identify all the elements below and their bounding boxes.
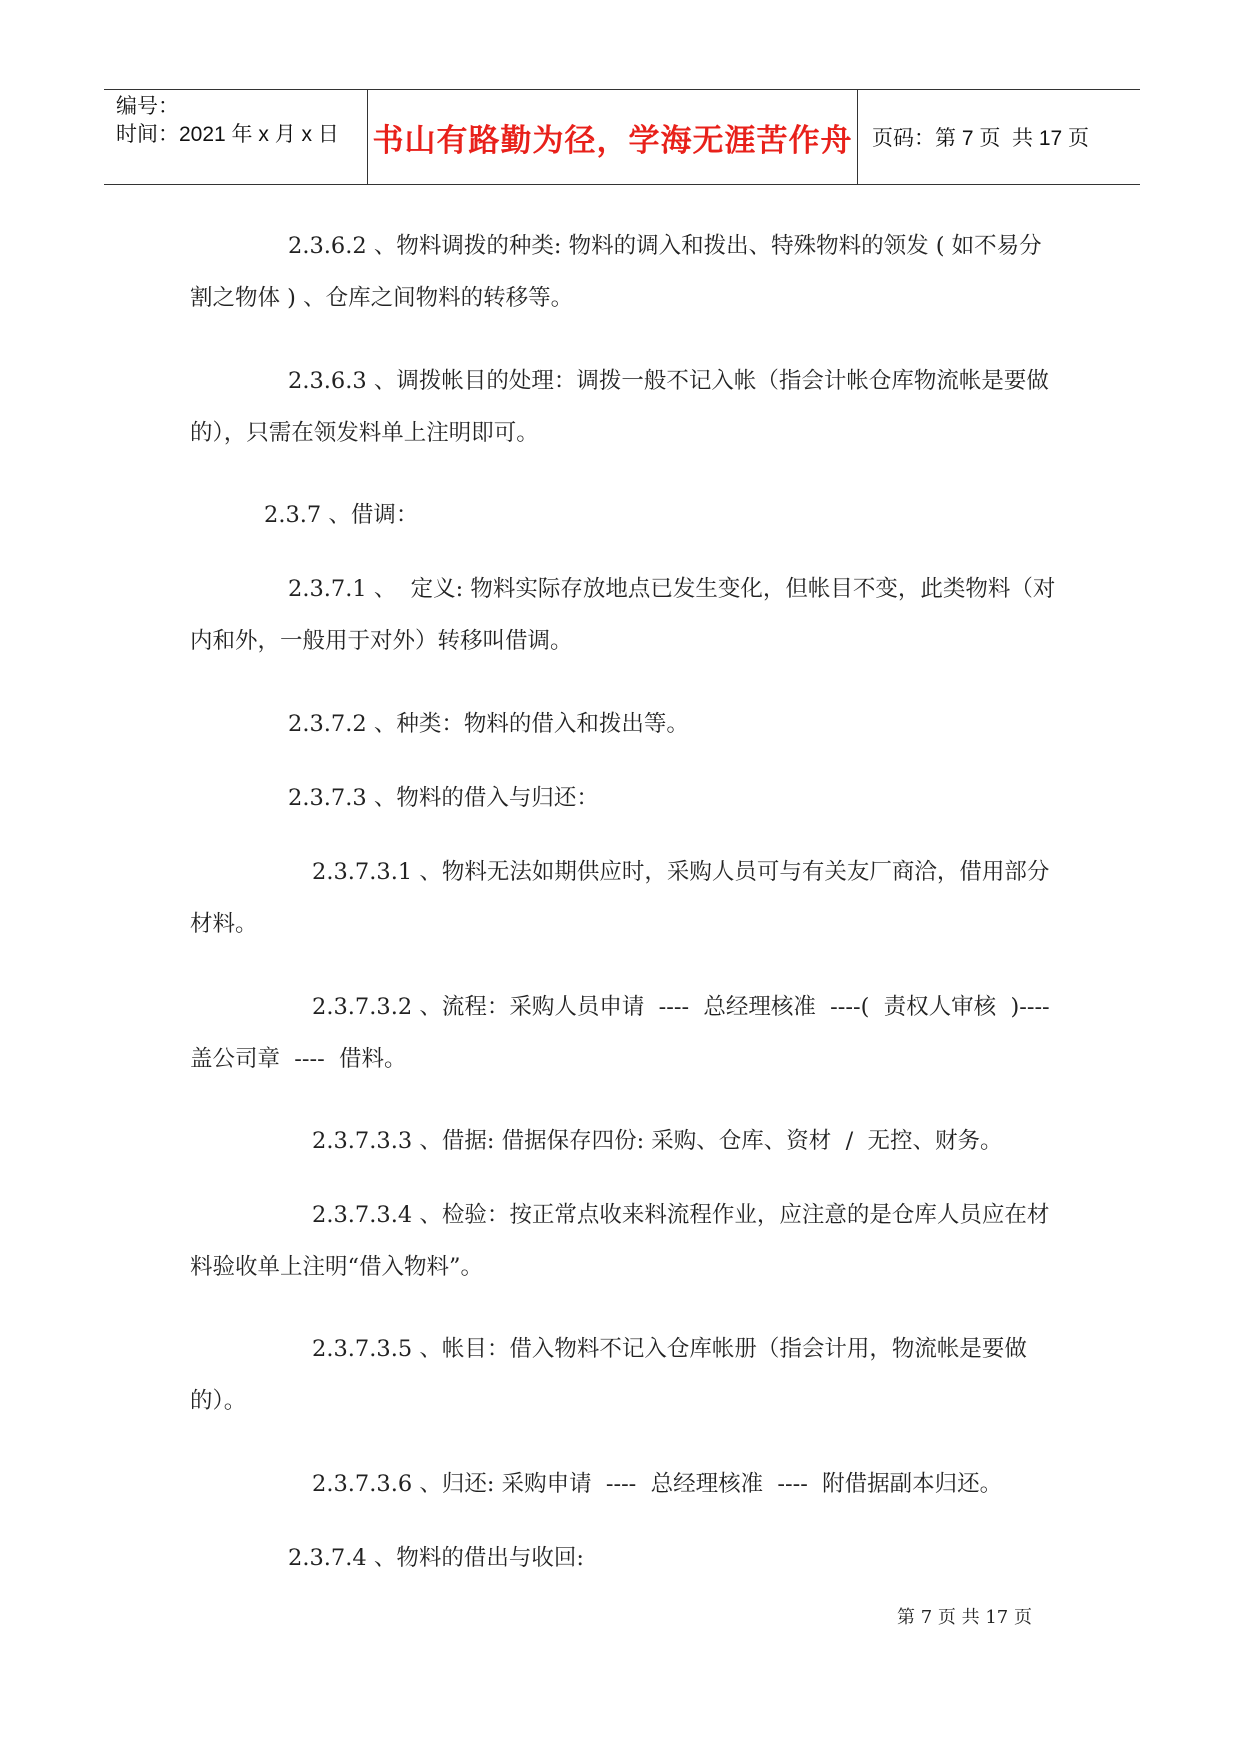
paragraph-2-3-6-3: 2.3.6.3 、调拨帐目的处理：调拨一般不记入帐（指会计帐仓库物流帐是要做的），只需在领发料单上注明即可。	[190, 368, 1049, 446]
page-header	[104, 89, 1140, 185]
header-motto: 书山有路勤为径，学海无涯苦作舟	[372, 122, 853, 159]
header-motto-cell	[368, 90, 858, 184]
page-footer: 第 7 页 共 17 页	[897, 1607, 1032, 1628]
paragraph-2-3-7-3-2: 2.3.7.3.2 、流程：采购人员申请 ---- 总经理核准 ----( 责权人审核 )---- 盖公司章 ---- 借料。	[190, 994, 1064, 1072]
paragraph-2-3-7-3-4: 2.3.7.3.4 、检验：按正常点收来料流程作业，应注意的是仓库人员应在材料验收单上注明“借入物料”。	[190, 1202, 1050, 1280]
document-number-label: 编号：	[116, 95, 179, 118]
document-time-label: 时间：2021 年 x 月 x 日	[116, 123, 339, 146]
header-meta	[104, 90, 368, 184]
paragraph-2-3-7-1: 2.3.7.1 、 定义: 物料实际存放地点已发生变化，但帐目不变，此类物料（对内和外，一般用于对外）转移叫借调。	[190, 576, 1056, 654]
paragraph-2-3-7-3-1: 2.3.7.3.1 、物料无法如期供应时，采购人员可与有关友厂商洽，借用部分材料。	[190, 859, 1050, 937]
paragraph-2-3-7-4: 2.3.7.4 、物料的借出与收回:	[288, 1545, 584, 1571]
header-page-info: 页码：第 7 页 共 17 页	[872, 127, 1090, 150]
paragraph-2-3-7-3-5: 2.3.7.3.5 、帐目：借入物料不记入仓库帐册（指会计用，物流帐是要做的）。	[190, 1336, 1027, 1414]
paragraph-2-3-7-3: 2.3.7.3 、物料的借入与归还：	[288, 785, 599, 811]
paragraph-2-3-7-3-6: 2.3.7.3.6 、归还: 采购申请 ---- 总经理核准 ---- 附借据副本归还。	[312, 1471, 1003, 1497]
paragraph-2-3-6-2: 2.3.6.2 、物料调拨的种类: 物料的调入和拨出、特殊物料的领发 ( 如不易分割之物体 ) 、仓库之间物料的转移等。	[190, 233, 1042, 311]
paragraph-2-3-7: 2.3.7 、借调：	[264, 502, 419, 528]
paragraph-2-3-7-2: 2.3.7.2 、种类：物料的借入和拨出等。	[288, 711, 689, 737]
paragraph-2-3-7-3-3: 2.3.7.3.3 、借据: 借据保存四份: 采购、仓库、资材 / 无控、财务。	[312, 1128, 1003, 1154]
